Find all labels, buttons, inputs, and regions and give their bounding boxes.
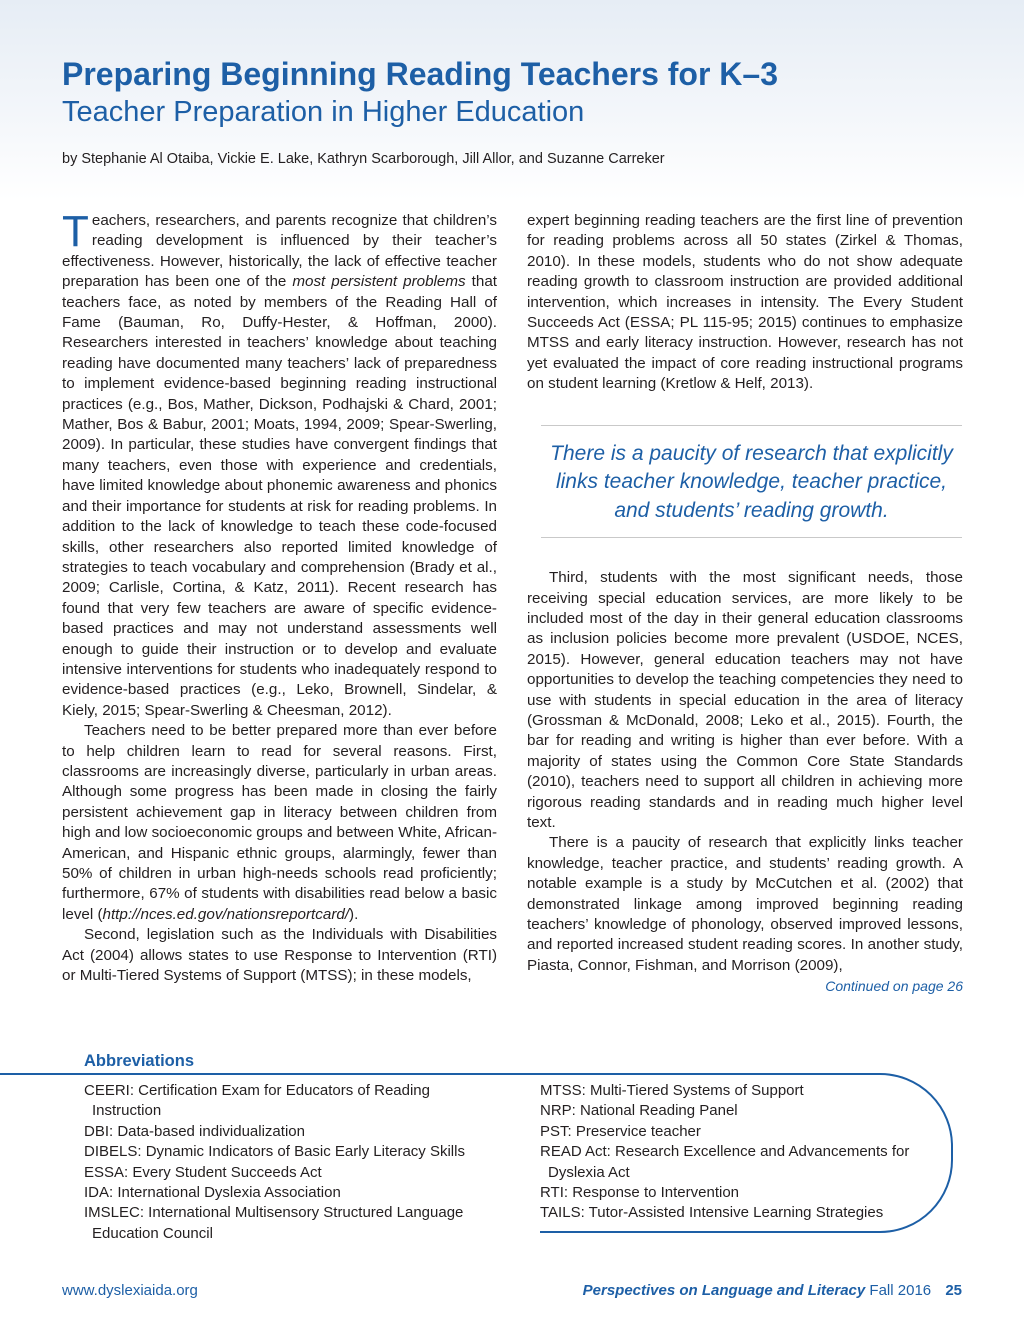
footer-website-link[interactable]: www.dyslexiaida.org: [62, 1282, 198, 1299]
legislation-paragraph: Second, legislation such as the Individuals with Disabilities Act (2004) allows states to use Response to Intervention (RTI) or Multi-Tiered Systems of Support (MTSS); in these models,: [62, 926, 497, 985]
continued-note: Continued on page 26: [825, 978, 963, 995]
abbreviation-item: IDA: International Dyslexia Association: [84, 1184, 341, 1202]
right-column: [527, 211, 963, 996]
author-byline: by Stephanie Al Otaiba, Vickie E. Lake, Kathryn Scarborough, Jill Allor, and Suzanne Carreker: [62, 151, 665, 167]
mtss-paragraph: expert beginning reading teachers are the first line of prevention for reading problems across all 50 states (Zirkel & Thomas, 2010). In these models, students who do not show adequate reading growth to classroom instruction are provided additional intervention, which increases in intensity. The Every Student Succeeds Act (ESSA; PL 115-95; 2015) continues to emphasize MTSS and early literacy instruction. However, research has not yet evaluated the impact of core reading instructional programs on student learning (Kretlow & Helf, 2013).: [527, 212, 963, 393]
abbreviation-item: DBI: Data-based individualization: [84, 1122, 305, 1140]
abbreviation-item: MTSS: Multi-Tiered Systems of Support: [540, 1082, 804, 1099]
abbreviations-list-right: [540, 1081, 940, 1224]
paucity-paragraph: There is a paucity of research that explicitly links teacher knowledge, teacher practice, and students’ reading growth. A notable example is a study by McCutchen et al. (2002) that demonstrated linkage among improved beginning reading teachers’ knowledge of phonology, observed improved lessons, and reported increased student reading scores. In another study, Piasta, Connor, Fishman, and Morrison (2009),: [527, 834, 963, 974]
pull-quote: There is a paucity of research that explicitly links teacher knowledge, teacher practice, and students’ reading growth.: [541, 425, 962, 539]
reasons-paragraph: [62, 721, 497, 925]
abbreviation-item: CEERI: Certification Exam for Educators of Reading Instruction: [84, 1082, 430, 1120]
abbreviation-item: RTI: Response to Intervention: [540, 1184, 739, 1202]
abbreviations-list-left: [84, 1081, 494, 1244]
article-title: Preparing Beginning Reading Teachers for K–3: [62, 56, 778, 92]
abbreviation-item: DIBELS: Dynamic Indicators of Basic Early Literacy Skills: [84, 1143, 465, 1161]
intro-text-a: eachers, researchers, and parents recognize that children’s reading development is influenced by their teacher’s effectiveness. However, historically, the lack of effective teacher preparation has been one of the: [62, 212, 497, 291]
drop-cap: T: [62, 207, 89, 256]
abbreviation-item: NRP: National Reading Panel: [540, 1102, 738, 1120]
abbreviation-item: PST: Preservice teacher: [540, 1122, 701, 1140]
footer-citation: [583, 1282, 962, 1299]
abbreviation-item: TAILS: Tutor-Assisted Intensive Learning Strategies: [540, 1204, 884, 1222]
intro-emphasis: most persistent problems: [292, 273, 466, 291]
reasons-text-b: ).: [349, 905, 359, 923]
page-number: 25: [945, 1282, 962, 1299]
nces-link[interactable]: http://nces.ed.gov/nationsreportcard/: [102, 905, 350, 923]
issue-label: Fall 2016: [869, 1282, 932, 1299]
reasons-text-a: Teachers need to be better prepared more than ever before to help children learn to read for several reasons. First, classrooms are increasingly diverse, particularly in urban areas. Although some progress has been made in closing the fairly persistent achievement gap in literacy between children from high and low socioeconomic groups and between White, African-American, and Hispanic ethnic groups, alarmingly, fewer than 50% of children in urban high-needs schools read proficiently; furthermore, 67% of students with disabilities read below a basic level (: [62, 722, 497, 923]
abbreviations-heading: Abbreviations: [84, 1052, 195, 1070]
third-fourth-paragraph: Third, students with the most significant needs, those receiving special education services, are more likely to be included most of the day in their general education classrooms as inclusion policies become more prevalent (USDOE, NCES, 2015). However, general education teachers may not have opportunities to develop the teaching competencies they need to use with students in special education in the area of literacy (Grossman & McDonald, 2008; Leko et al., 2015). Fourth, the bar for reading and writing is higher than ever before. With a majority of states using the Common Core State Standards (2010), teachers need to support all children in achieving more rigorous reading standards and in reading much higher level text.: [527, 569, 963, 832]
abbreviation-item: ESSA: Every Student Succeeds Act: [84, 1163, 322, 1181]
abbreviation-item: READ Act: Research Excellence and Advancements for Dyslexia Act: [540, 1143, 910, 1181]
intro-paragraph: [62, 207, 497, 721]
abbreviation-item: IMSLEC: International Multisensory Structured Language Education Council: [84, 1204, 464, 1242]
intro-text-b: that teachers face, as noted by members of the Reading Hall of Fame (Bauman, Ro, Duffy-Hester, & Hoffman, 2000). Researchers interested in teachers’ knowledge about teaching reading have documented many teachers’ lack of preparedness to implement evidence-based beginning reading instructional practices (e.g., Bos, Mather, Dickson, Podhajski & Chard, 2001; Mather, Bos & Babur, 2001; Moats, 1994, 2009; Spear-Swerling, 2009). In particular, these studies have convergent findings that many teachers, even those with experience and credentials, have limited knowledge about phonemic awareness and phonics and their importance for students at risk for reading problems. In addition to the lack of knowledge to teach these code-focused skills, other researchers also reported limited knowledge of strategies to teach vocabulary and comprehension (Brady et al., 2009; Carlisle, Cortina, & Katz, 2011). Recent research has found that very few teachers are aware of specific evidence-based practices and may not understand assessments well enough to guide their instruction or to develop and evaluate intensive interventions for students who inadequately respond to evidence-based practices (e.g., Leko, Brownell, Sindelar, & Kiely, 2015; Spear-Swerling & Cheesman, 2012).: [62, 273, 497, 719]
left-column: [62, 207, 497, 986]
journal-name: Perspectives on Language and Literacy: [582, 1282, 866, 1299]
article-subtitle: Teacher Preparation in Higher Education: [62, 96, 585, 128]
